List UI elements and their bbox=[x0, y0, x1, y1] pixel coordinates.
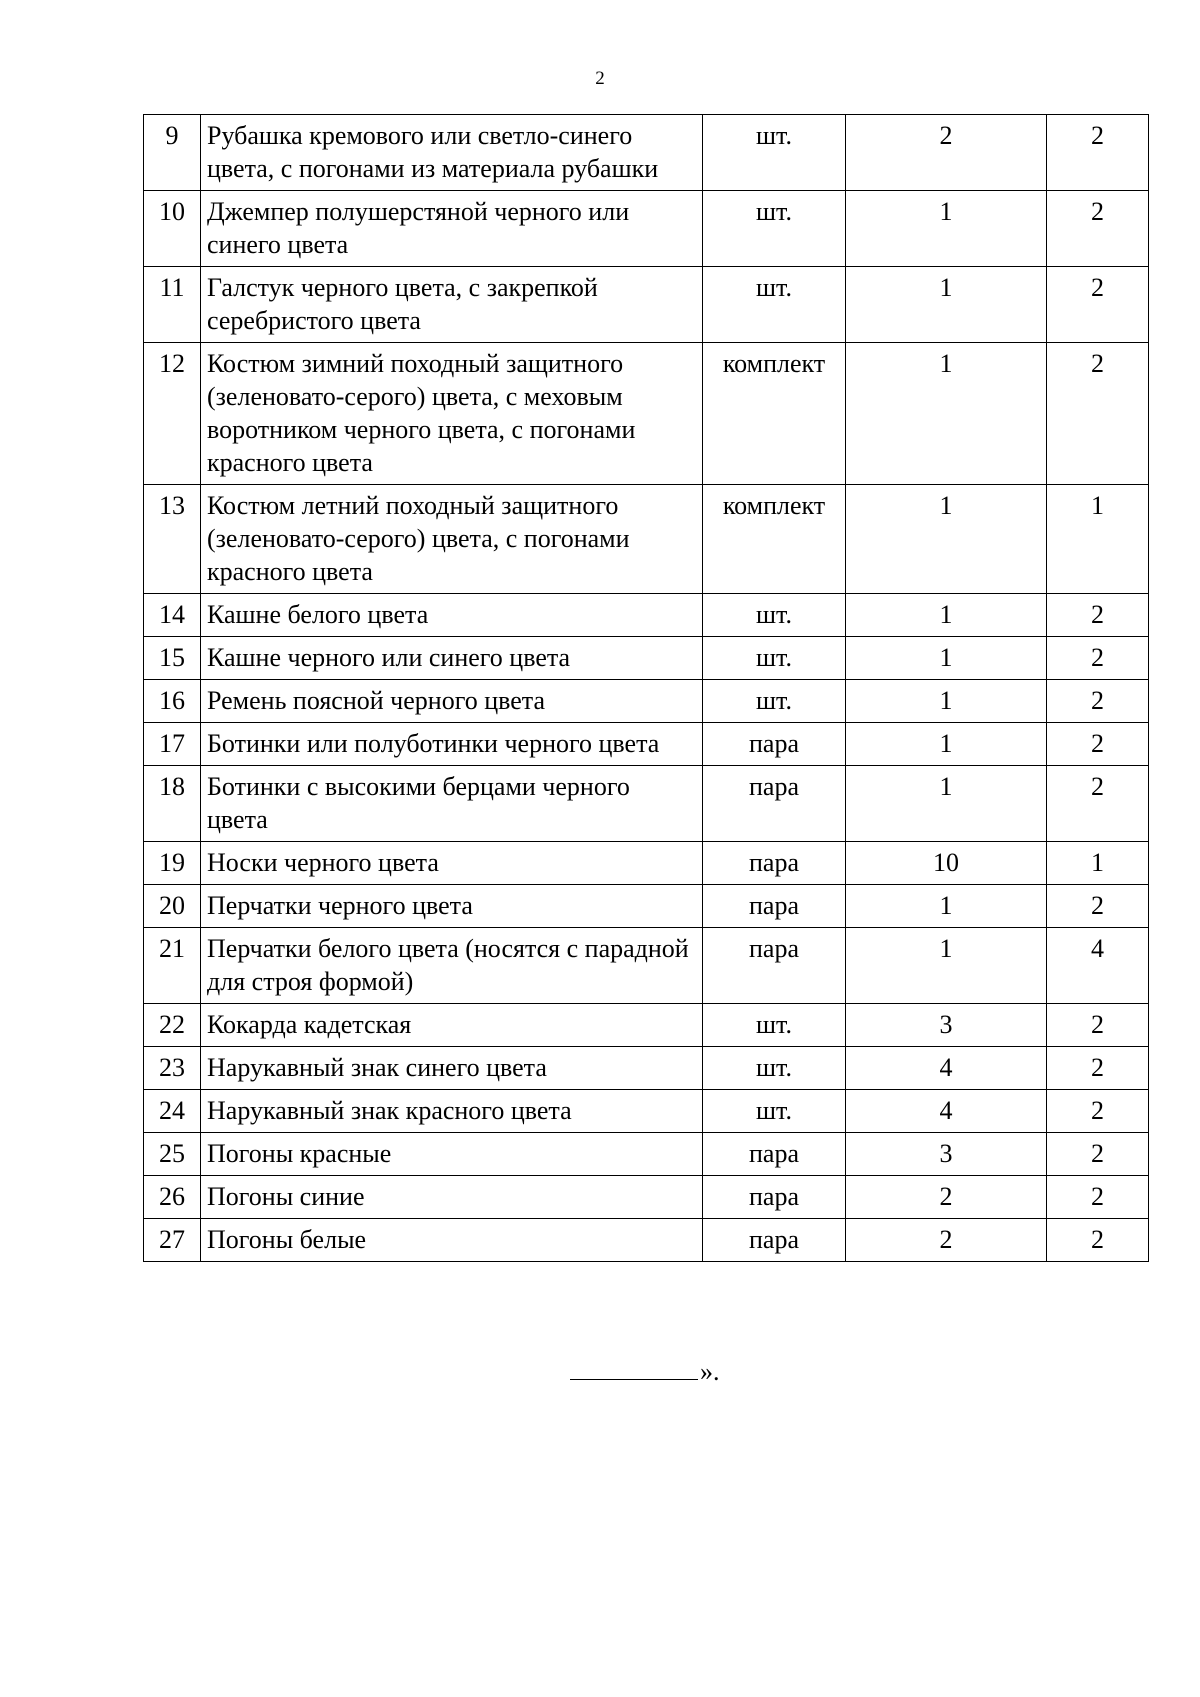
item-number: 18 bbox=[144, 766, 201, 842]
table-row bbox=[144, 766, 1149, 842]
item-name: Перчатки черного цвета bbox=[201, 885, 703, 928]
item-number: 13 bbox=[144, 485, 201, 594]
item-name: Нарукавный знак синего цвета bbox=[201, 1047, 703, 1090]
table-row bbox=[144, 637, 1149, 680]
item-term: 2 bbox=[1047, 1176, 1149, 1219]
item-unit: пара bbox=[703, 1219, 846, 1262]
item-quantity: 4 bbox=[846, 1090, 1047, 1133]
item-quantity: 1 bbox=[846, 191, 1047, 267]
item-term: 2 bbox=[1047, 115, 1149, 191]
item-unit: комплект bbox=[703, 343, 846, 485]
table-row bbox=[144, 485, 1149, 594]
item-quantity: 2 bbox=[846, 1219, 1047, 1262]
table-row bbox=[144, 1090, 1149, 1133]
item-term: 2 bbox=[1047, 766, 1149, 842]
item-unit: шт. bbox=[703, 637, 846, 680]
item-term: 2 bbox=[1047, 1219, 1149, 1262]
item-name: Погоны красные bbox=[201, 1133, 703, 1176]
item-term: 2 bbox=[1047, 1047, 1149, 1090]
item-quantity: 1 bbox=[846, 343, 1047, 485]
item-quantity: 1 bbox=[846, 485, 1047, 594]
item-unit: пара bbox=[703, 842, 846, 885]
item-quantity: 1 bbox=[846, 885, 1047, 928]
item-term: 2 bbox=[1047, 885, 1149, 928]
item-unit: пара bbox=[703, 1176, 846, 1219]
item-number: 10 bbox=[144, 191, 201, 267]
item-number: 27 bbox=[144, 1219, 201, 1262]
table-row bbox=[144, 343, 1149, 485]
uniform-items-table bbox=[143, 114, 1149, 1262]
table-row bbox=[144, 267, 1149, 343]
item-quantity: 1 bbox=[846, 594, 1047, 637]
table-body bbox=[144, 115, 1149, 1262]
item-unit: шт. bbox=[703, 115, 846, 191]
item-unit: шт. bbox=[703, 1047, 846, 1090]
item-name: Кокарда кадетская bbox=[201, 1004, 703, 1047]
item-name: Рубашка кремового или светло-синего цвета, с погонами из материала рубашки bbox=[201, 115, 703, 191]
item-number: 23 bbox=[144, 1047, 201, 1090]
item-name: Галстук черного цвета, с закрепкой серебристого цвета bbox=[201, 267, 703, 343]
item-term: 1 bbox=[1047, 485, 1149, 594]
signature-line bbox=[570, 1353, 698, 1380]
item-term: 1 bbox=[1047, 842, 1149, 885]
item-unit: пара bbox=[703, 723, 846, 766]
closing-quote: ». bbox=[700, 1357, 720, 1386]
table-row bbox=[144, 842, 1149, 885]
item-name: Костюм летний походный защитного (зеленовато-серого) цвета, с погонами красного цвета bbox=[201, 485, 703, 594]
item-term: 2 bbox=[1047, 637, 1149, 680]
item-name: Нарукавный знак красного цвета bbox=[201, 1090, 703, 1133]
item-name: Погоны синие bbox=[201, 1176, 703, 1219]
table-row bbox=[144, 1176, 1149, 1219]
item-number: 14 bbox=[144, 594, 201, 637]
item-quantity: 1 bbox=[846, 637, 1047, 680]
page-number: 2 bbox=[595, 68, 605, 89]
item-quantity: 2 bbox=[846, 115, 1047, 191]
table-row bbox=[144, 723, 1149, 766]
table-row bbox=[144, 885, 1149, 928]
table-row bbox=[144, 594, 1149, 637]
item-term: 2 bbox=[1047, 594, 1149, 637]
item-quantity: 4 bbox=[846, 1047, 1047, 1090]
table-row bbox=[144, 1133, 1149, 1176]
item-quantity: 1 bbox=[846, 766, 1047, 842]
item-name: Ремень поясной черного цвета bbox=[201, 680, 703, 723]
item-unit: комплект bbox=[703, 485, 846, 594]
item-number: 25 bbox=[144, 1133, 201, 1176]
table-row bbox=[144, 191, 1149, 267]
table-row bbox=[144, 1219, 1149, 1262]
item-term: 2 bbox=[1047, 267, 1149, 343]
item-term: 4 bbox=[1047, 928, 1149, 1004]
item-name: Костюм зимний походный защитного (зеленовато-серого) цвета, с меховым воротником черного цвета, с погонами красного цвета bbox=[201, 343, 703, 485]
item-quantity: 10 bbox=[846, 842, 1047, 885]
item-unit: пара bbox=[703, 928, 846, 1004]
item-quantity: 1 bbox=[846, 928, 1047, 1004]
item-term: 2 bbox=[1047, 1004, 1149, 1047]
item-quantity: 3 bbox=[846, 1133, 1047, 1176]
item-unit: шт. bbox=[703, 594, 846, 637]
item-term: 2 bbox=[1047, 680, 1149, 723]
item-unit: пара bbox=[703, 885, 846, 928]
item-unit: шт. bbox=[703, 1090, 846, 1133]
item-number: 16 bbox=[144, 680, 201, 723]
item-term: 2 bbox=[1047, 1090, 1149, 1133]
item-unit: шт. bbox=[703, 267, 846, 343]
item-term: 2 bbox=[1047, 723, 1149, 766]
item-quantity: 3 bbox=[846, 1004, 1047, 1047]
item-number: 24 bbox=[144, 1090, 201, 1133]
item-term: 2 bbox=[1047, 191, 1149, 267]
item-quantity: 1 bbox=[846, 723, 1047, 766]
closing-mark bbox=[570, 1353, 720, 1388]
item-unit: пара bbox=[703, 1133, 846, 1176]
item-name: Кашне черного или синего цвета bbox=[201, 637, 703, 680]
item-number: 22 bbox=[144, 1004, 201, 1047]
item-name: Перчатки белого цвета (носятся с парадной для строя формой) bbox=[201, 928, 703, 1004]
item-number: 20 bbox=[144, 885, 201, 928]
table-row bbox=[144, 928, 1149, 1004]
item-unit: шт. bbox=[703, 191, 846, 267]
item-number: 9 bbox=[144, 115, 201, 191]
table-row bbox=[144, 680, 1149, 723]
table-row bbox=[144, 1004, 1149, 1047]
item-name: Кашне белого цвета bbox=[201, 594, 703, 637]
item-quantity: 1 bbox=[846, 680, 1047, 723]
item-term: 2 bbox=[1047, 343, 1149, 485]
item-unit: шт. bbox=[703, 1004, 846, 1047]
item-number: 15 bbox=[144, 637, 201, 680]
item-number: 21 bbox=[144, 928, 201, 1004]
item-number: 17 bbox=[144, 723, 201, 766]
item-number: 19 bbox=[144, 842, 201, 885]
item-name: Ботинки с высокими берцами черного цвета bbox=[201, 766, 703, 842]
item-unit: пара bbox=[703, 766, 846, 842]
item-quantity: 2 bbox=[846, 1176, 1047, 1219]
item-name: Погоны белые bbox=[201, 1219, 703, 1262]
item-unit: шт. bbox=[703, 680, 846, 723]
item-name: Ботинки или полуботинки черного цвета bbox=[201, 723, 703, 766]
item-number: 26 bbox=[144, 1176, 201, 1219]
table-row bbox=[144, 115, 1149, 191]
item-number: 11 bbox=[144, 267, 201, 343]
item-number: 12 bbox=[144, 343, 201, 485]
item-term: 2 bbox=[1047, 1133, 1149, 1176]
item-name: Джемпер полушерстяной черного или синего цвета bbox=[201, 191, 703, 267]
table-row bbox=[144, 1047, 1149, 1090]
item-name: Носки черного цвета bbox=[201, 842, 703, 885]
item-quantity: 1 bbox=[846, 267, 1047, 343]
